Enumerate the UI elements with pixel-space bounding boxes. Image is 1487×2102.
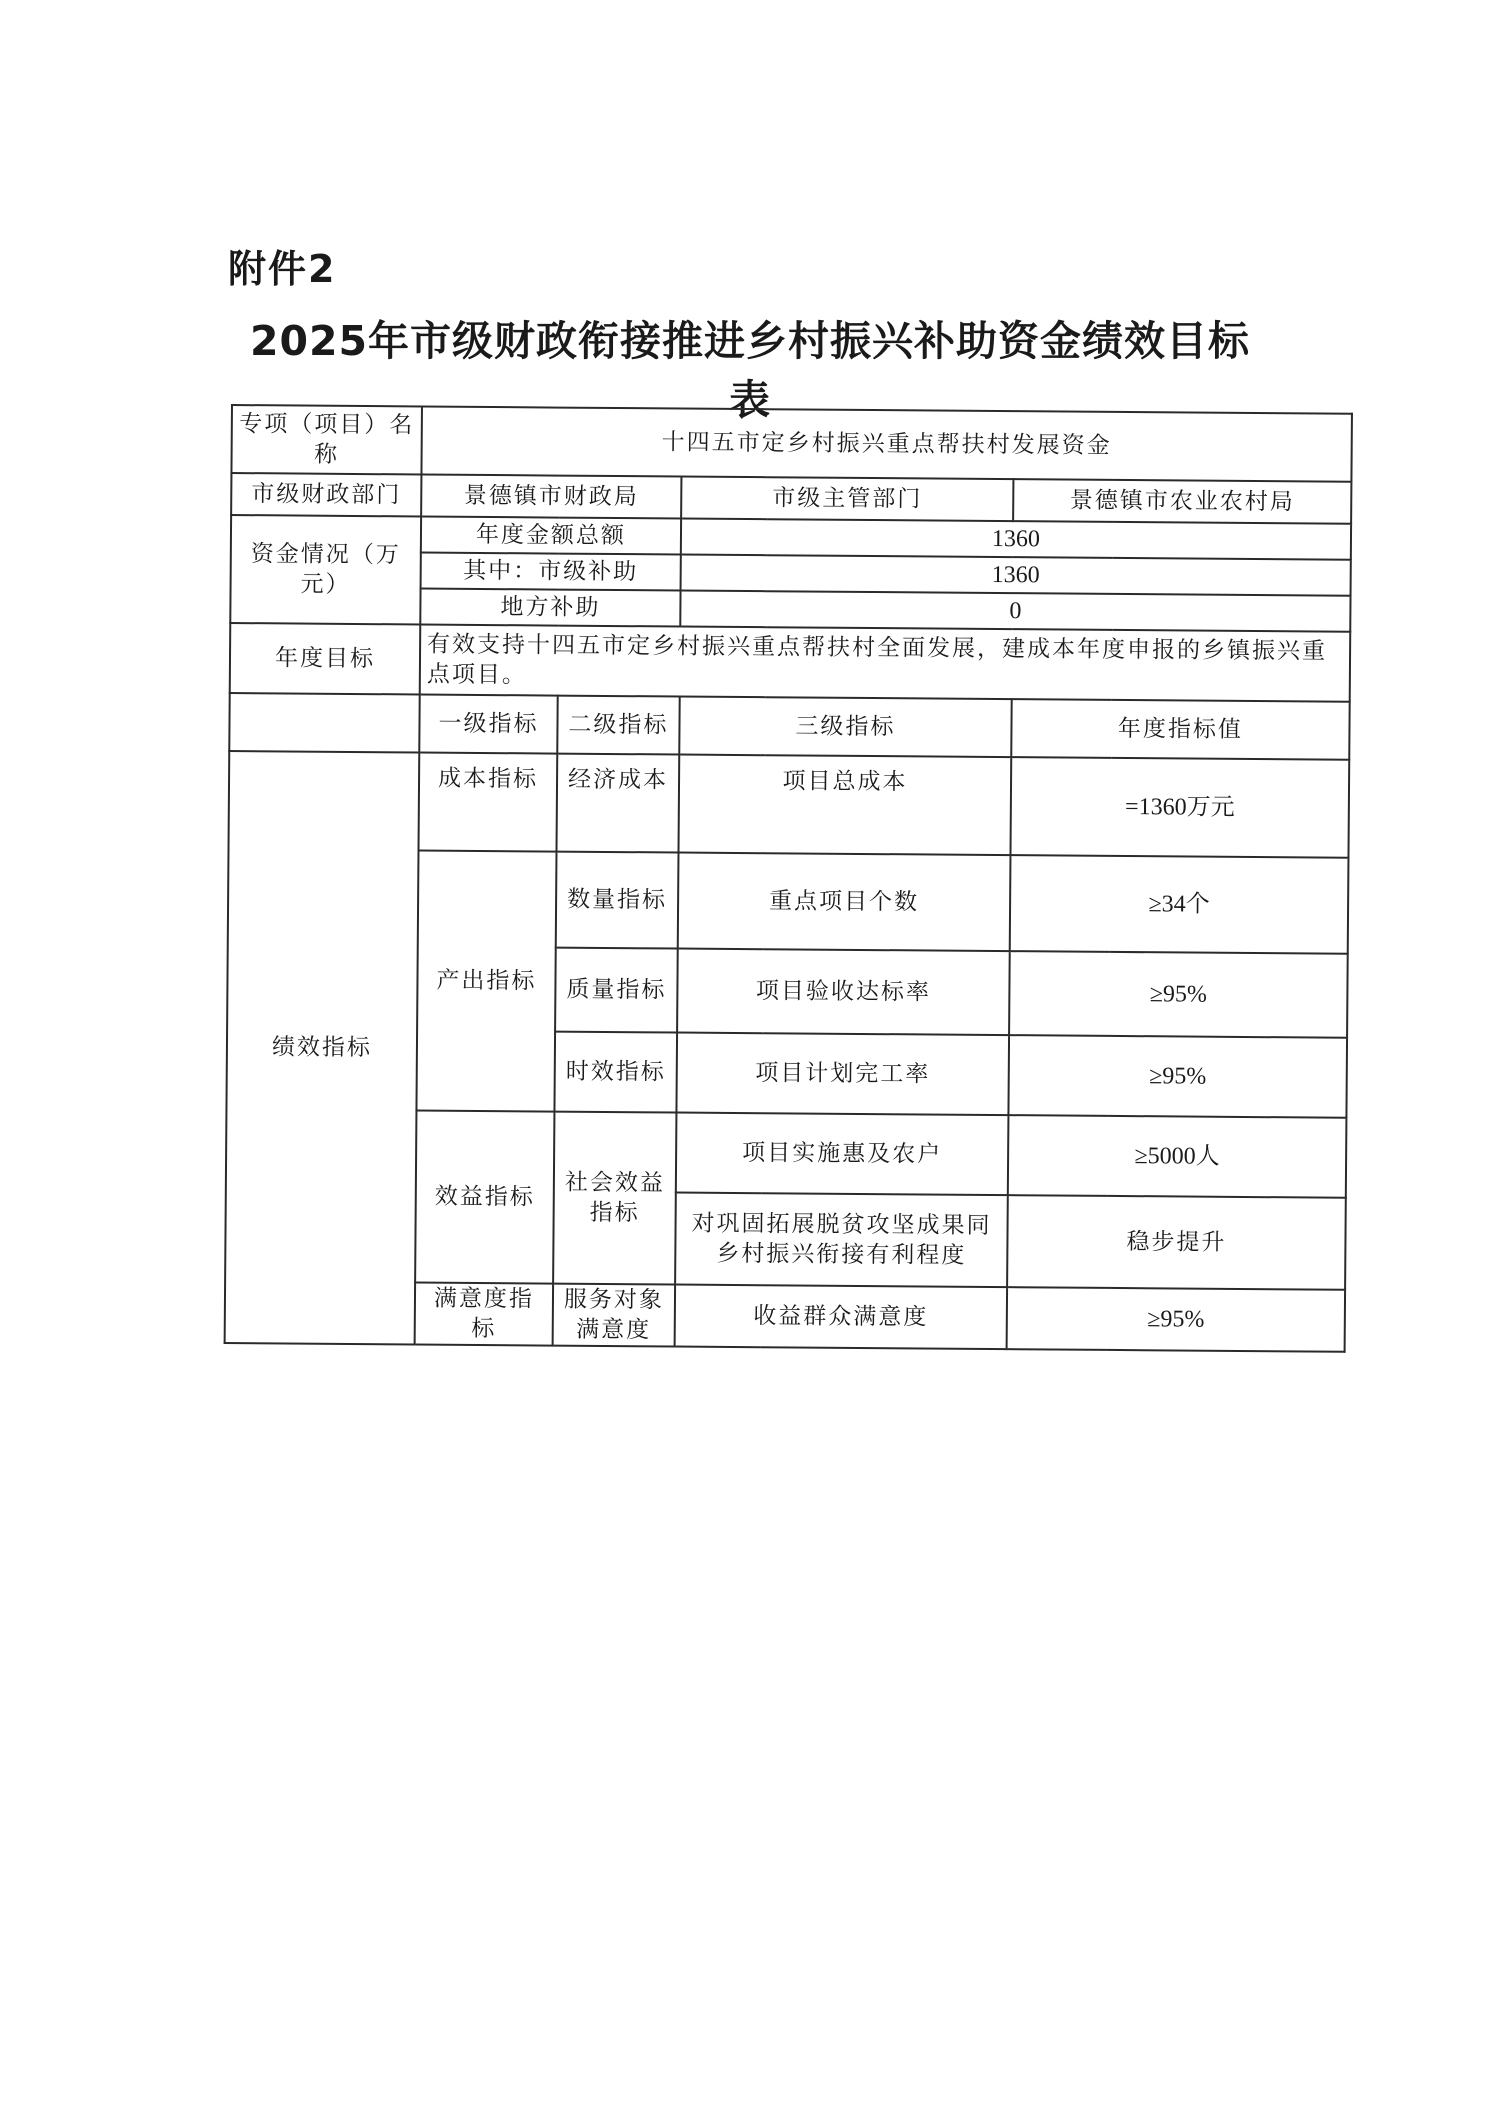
value-cell: ≥5000人 [1008, 1115, 1347, 1198]
table-row [229, 693, 1349, 760]
level1-cell: 满意度指标 [415, 1282, 553, 1345]
level2-cell: 数量指标 [556, 852, 679, 949]
attachment-label: 附件2 [228, 247, 337, 291]
level2-cell: 时效指标 [554, 1032, 677, 1113]
project-name-label: 专项（项目）名称 [231, 405, 422, 474]
value-cell: ≥95% [1009, 951, 1348, 1038]
level1-cell: 效益指标 [415, 1110, 554, 1283]
header-level3: 三级指标 [679, 697, 1011, 758]
value-cell: ≥95% [1008, 1035, 1347, 1118]
table-row [231, 405, 1352, 482]
project-name-value: 十四五市定乡村振兴重点帮扶村发展资金 [421, 407, 1352, 482]
level3-cell: 项目总成本 [678, 755, 1011, 856]
annual-goal-value: 有效支持十四五市定乡村振兴重点帮扶村全面发展，建成本年度申报的乡镇振兴重点项目。 [420, 624, 1351, 701]
header-level2: 二级指标 [557, 696, 679, 755]
header-value: 年度指标值 [1011, 699, 1349, 760]
level2-cell: 经济成本 [556, 754, 679, 853]
level3-cell: 项目实施惠及农户 [676, 1113, 1009, 1196]
local-subsidy-value: 0 [680, 591, 1350, 632]
funds-label: 资金情况（万元） [230, 515, 421, 624]
level1-cell: 成本指标 [418, 752, 557, 851]
competent-dept-value: 景德镇市农业农村局 [1013, 479, 1351, 524]
page-title: 2025年市级财政衔接推进乡村振兴补助资金绩效目标表 [249, 317, 1251, 424]
section-label: 绩效指标 [225, 751, 420, 1344]
annual-total-label: 年度金额总额 [421, 516, 681, 554]
value-cell: ≥34个 [1010, 855, 1349, 954]
level2-cell: 质量指标 [555, 948, 678, 1033]
level3-cell: 收益群众满意度 [675, 1285, 1007, 1350]
finance-dept-value: 景德镇市财政局 [421, 474, 681, 518]
level3-cell: 项目计划完工率 [676, 1033, 1009, 1116]
level2-cell: 社会效益指标 [553, 1112, 676, 1285]
value-cell: 稳步提升 [1007, 1195, 1346, 1290]
value-cell: =1360万元 [1010, 757, 1349, 858]
city-subsidy-value: 1360 [681, 555, 1351, 596]
finance-dept-label: 市级财政部门 [231, 473, 421, 516]
level2-cell: 服务对象满意度 [553, 1284, 675, 1347]
level3-cell: 重点项目个数 [678, 853, 1011, 952]
performance-goal-table [224, 404, 1353, 1353]
header-empty-cell [229, 693, 419, 752]
performance-table-wrap [224, 404, 1351, 1353]
annual-total-value: 1360 [681, 519, 1351, 560]
city-subsidy-label: 其中：市级补助 [421, 552, 681, 590]
table-row [230, 623, 1351, 702]
level3-cell: 对巩固拓展脱贫攻坚成果同乡村振兴衔接有利程度 [675, 1193, 1008, 1288]
annual-goal-label: 年度目标 [230, 623, 421, 694]
header-level1: 一级指标 [419, 694, 557, 753]
level3-cell: 项目验收达标率 [677, 949, 1010, 1036]
value-cell: ≥95% [1007, 1287, 1346, 1352]
competent-dept-label: 市级主管部门 [681, 477, 1013, 522]
local-subsidy-label: 地方补助 [420, 588, 680, 626]
table-row [229, 751, 1350, 858]
table-row [231, 515, 1351, 560]
level1-cell: 产出指标 [416, 850, 556, 1111]
